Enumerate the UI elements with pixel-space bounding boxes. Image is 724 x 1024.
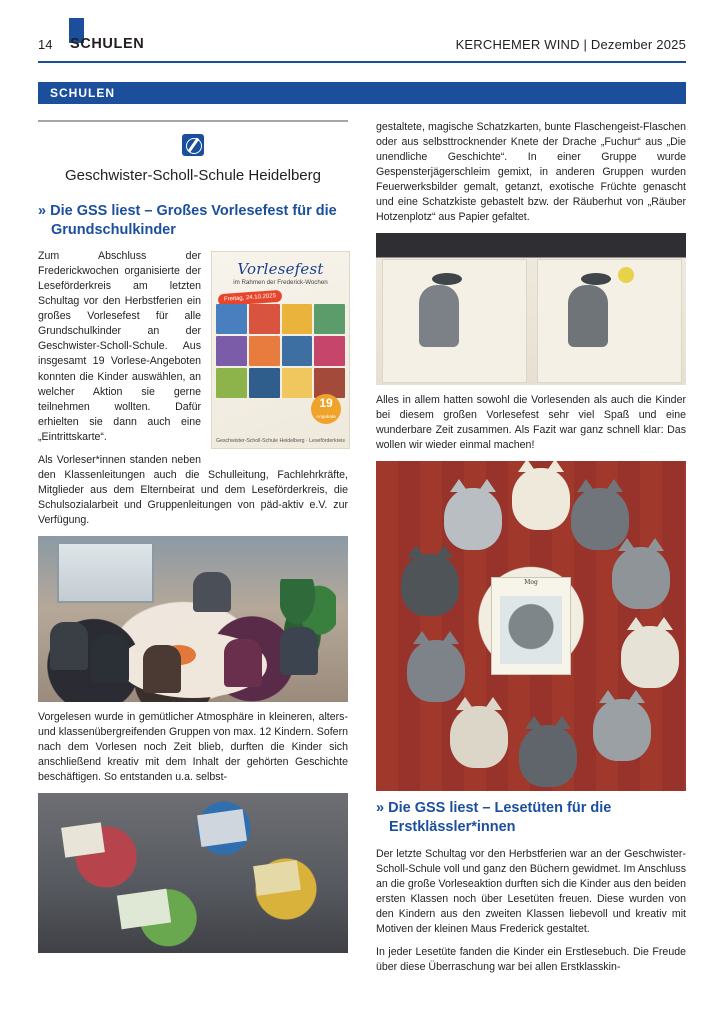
page-header [38, 26, 686, 70]
header-section-title: SCHULEN [70, 36, 145, 52]
figure-drawings [376, 233, 686, 385]
article-bullet-icon: » [376, 800, 385, 817]
article-title-text: Die GSS liest – Großes Vorlesefest für die Grundschulkinder [50, 203, 337, 239]
robber-figure [419, 285, 459, 347]
paragraph: Der letzte Schultag vor den Herbstferien war an der Geschwister-Scholl-Schule voll und ganz den Büchern gewidmet. Im Anschluss an die große Vorleseaktion durften sich die Kinder aus den beiden ersten Klassen noch über Lesetüten freuen. Diese wurden von den Kindern aus den zweiten Klassen liebevoll und kreativ mit Motiven der kleinen Maus Frederick gestaltet. [376, 847, 686, 935]
poster-count-number: 19 [319, 396, 333, 411]
sun-shape [618, 267, 634, 283]
header-divider [38, 61, 686, 63]
figure-craft-table [38, 793, 348, 953]
paper-shape [61, 822, 105, 857]
poster-book-cover [314, 304, 345, 334]
adult-shape [193, 572, 231, 612]
paragraph: Vorgelesen wurde in gemütlicher Atmosphäre in kleineren, alters- und klassenübergreifenden Gruppen von max. 12 Kindern. Sofern nach dem Vorlesen noch Zeit blieb, durften die Kinder sich anschließend kreativ mit dem Inhalt der gehörten Geschichte beschäftigen. So entstanden u.a. selbst- [38, 710, 348, 783]
school-logo-icon [182, 134, 204, 156]
photo-craft-table [38, 793, 348, 953]
section-banner [38, 82, 686, 104]
poster-count-badge [311, 394, 341, 424]
hat-shape [581, 273, 611, 285]
child-shape [50, 622, 88, 670]
photo-reading-group [38, 536, 348, 702]
paper-cat [407, 640, 465, 702]
figure-cats-circle [376, 461, 686, 791]
article-title-vorlesefest [38, 202, 348, 240]
paper-shape [116, 889, 170, 930]
paper-cat [450, 706, 508, 768]
paper-shape [253, 860, 301, 896]
child-shape [143, 645, 181, 693]
paragraph: Alles in allem hatten sowohl die Vorlesenden als auch die Kinder bei diesem großen Vorlesefest sehr viel Spaß und eine wunderbare Zeit zusammen. Als Fazit war ganz schnell klar: Das wollen wir wieder einmal machen! [376, 394, 686, 452]
section-banner-label: SCHULEN [50, 86, 116, 100]
poster-subtitle: im Rahmen der Frederick-Wochen [233, 279, 328, 287]
poster-book-cover [249, 368, 280, 398]
vorlesefest-poster [211, 251, 350, 449]
paragraph: Zum Abschluss der Frederickwochen organisierte der Leseförderkreis am letzten Schultag vor den Herbstferien ein großes Vorlesefest für alle Grundschulkinder an der Geschwister-Scholl-Schule. Aus insgesamt 19 Vorlese-Angeboten konnten die Kinder auswählen, an welcher Aktion sie gerne teilnehmen wollten. Dafür erhielten sie dann auch eine „Eintrittskarte“. [38, 250, 201, 443]
poster-book-cover [282, 304, 313, 334]
photo-cats-circle [376, 461, 686, 791]
figure-reading-group [38, 536, 348, 702]
paper-shape [197, 809, 247, 847]
window-shape [57, 542, 154, 602]
poster-figure [211, 251, 348, 449]
school-logo [38, 134, 348, 161]
paper-cat [612, 547, 670, 609]
paper-cat [512, 468, 570, 530]
poster-book-cover [249, 336, 280, 366]
paper-cat [401, 554, 459, 616]
column-left [38, 120, 348, 961]
hat-shape [432, 273, 462, 285]
publication-info: KERCHEMER WIND | Dezember 2025 [455, 37, 686, 52]
poster-book-cover [314, 336, 345, 366]
robber-figure [568, 285, 608, 347]
poster-date-badge: Freitag, 24.10.2025 [218, 290, 283, 306]
school-divider [38, 120, 348, 122]
book-cover-art [500, 596, 562, 664]
article-title-lesetueten [376, 799, 686, 837]
paragraph: Als Vorleser*innen standen neben den Klassenleitungen auch die Schulleitung, Fachlehrkräfte, Mitglieder aus dem Elternbeirat und dem Leseförderkreis, die Schulsozialarbeit und Gruppenleitungen von päd-aktiv e.V. zur Verfügung. [38, 453, 348, 526]
poster-count-label: Angebote [316, 414, 336, 420]
page-number: 14 [38, 37, 53, 52]
poster-book-cover [282, 336, 313, 366]
paper-cat [593, 699, 651, 761]
paragraph: In jeder Lesetüte fanden die Kinder ein Erstlesebuch. Die Freude über diese Überraschung war bei allen Erstklasskin- [376, 945, 686, 973]
child-shape [224, 639, 262, 687]
poster-book-cover [216, 304, 247, 334]
child-shape [91, 635, 129, 683]
poster-title: Vorlesefest [237, 260, 324, 279]
child-shape [280, 627, 318, 675]
paper-cat [519, 725, 577, 787]
article-title-text: Die GSS liest – Lesetüten für die Erstklässler*innen [388, 800, 612, 836]
poster-book-cover [249, 304, 280, 334]
poster-book-cover [216, 368, 247, 398]
paper-cat [621, 626, 679, 688]
school-name: Geschwister-Scholl-Schule Heidelberg [65, 167, 321, 184]
poster-book-cover [282, 368, 313, 398]
poster-book-cover [216, 336, 247, 366]
photo-drawings [376, 233, 686, 385]
column-right [376, 120, 686, 983]
poster-footer: Geschwister-Scholl-Schule Heidelberg · Leseförderkreis [216, 438, 345, 445]
article-bullet-icon: » [38, 203, 47, 219]
paragraph: gestaltete, magische Schatzkarten, bunte Flaschengeist-Flaschen oder aus selbsttrocknender Knete der Drache „Fuchur“ aus „Die unendliche Geschichte“. In einer Gruppe wurde Gespensterjägerschleim gemixt, in anderen Gruppen wurden Feuerwerksbilder gemalt, getanzt, exotische Früchte genascht und eine Schatzkiste gebastelt bzw. der Räuberhut von „Räuber Hotzenplotz“ aus Papier gefaltet. [376, 121, 686, 224]
paper-cat [444, 488, 502, 550]
picture-book: Mog [491, 577, 571, 675]
